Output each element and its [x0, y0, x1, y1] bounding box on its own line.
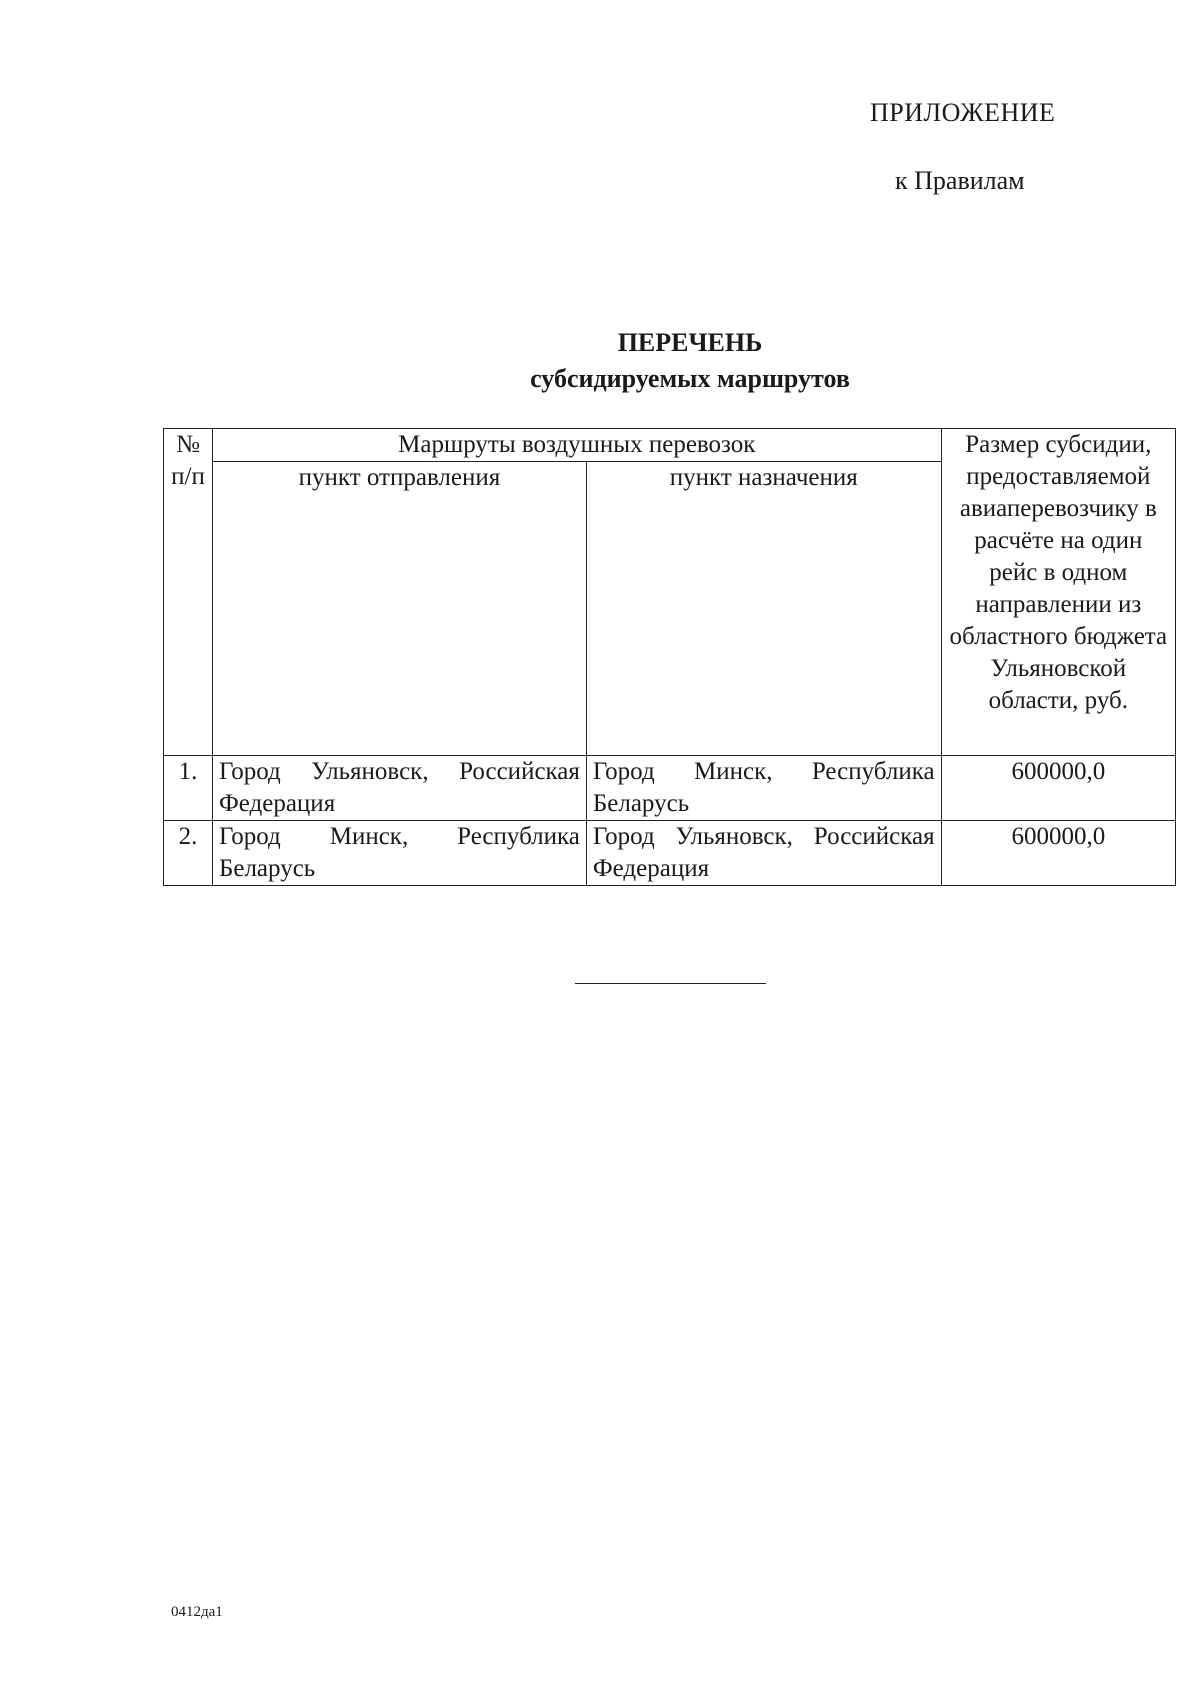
- row-subsidy: 600000,0: [941, 821, 1175, 886]
- table-row: [164, 756, 1176, 821]
- table-row: [164, 821, 1176, 886]
- row-subsidy: 600000,0: [941, 756, 1175, 821]
- document-code: 0412да1: [171, 1604, 223, 1620]
- header-departure: пункт отправления: [213, 462, 587, 756]
- appendix-reference: к Правилам: [895, 166, 1025, 195]
- header-routes-group: Маршруты воздушных перевозок: [213, 429, 942, 462]
- header-subsidy: Размер субсидии, предоставляемой авиаперевозчику в расчёте на один рейс в одном направлении из областного бюджета Ульяновской области, руб.: [941, 429, 1175, 756]
- header-number: № п/п: [164, 429, 213, 756]
- row-number: 1.: [164, 756, 213, 821]
- row-destination: Город Ульяновск, Российская Федерация: [586, 821, 941, 886]
- row-number: 2.: [164, 821, 213, 886]
- appendix-label: ПРИЛОЖЕНИЕ: [870, 98, 1056, 127]
- header-destination: пункт назначения: [586, 462, 941, 756]
- row-destination: Город Минск, Республика Беларусь: [586, 756, 941, 821]
- end-separator-line: [575, 983, 766, 984]
- table-header-row: [164, 429, 1176, 462]
- routes-table: [163, 428, 1176, 886]
- row-departure: Город Ульяновск, Российская Федерация: [213, 756, 587, 821]
- document-subtitle: субсидируемых маршрутов: [530, 364, 850, 393]
- row-departure: Город Минск, Республика Беларусь: [213, 821, 587, 886]
- document-title: ПЕРЕЧЕНЬ: [617, 328, 763, 357]
